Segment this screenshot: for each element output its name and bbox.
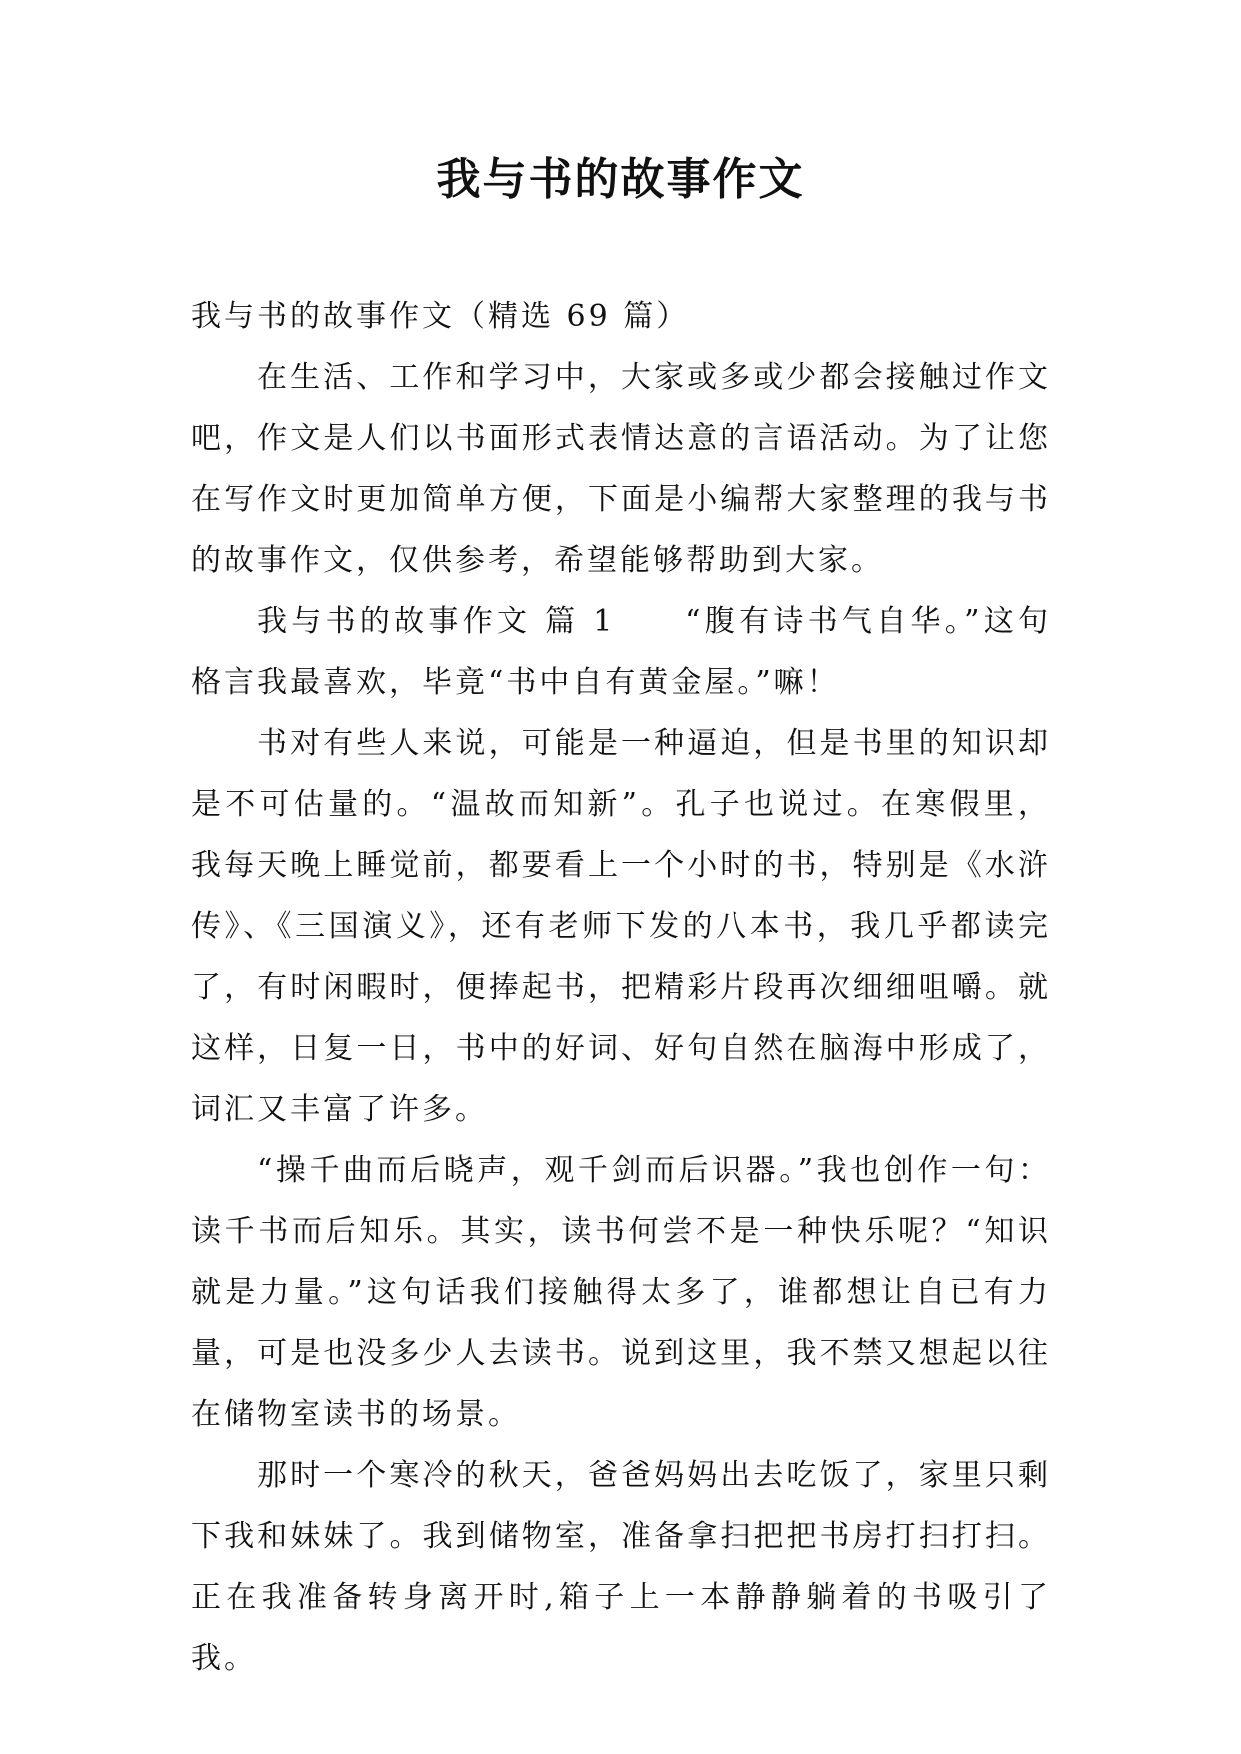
paragraph-storage-room-memory: 那时一个寒冷的秋天，爸爸妈妈出去吃饭了，家里只剩下我和妹妹了。我到储物室，准备拿扫把把书房打扫打扫。正在我准备转身离开时,箱子上一本静静躺着的书吸引了我。 — [191, 1458, 1051, 1676]
document-subtitle: 我与书的故事作文（精选 69 篇） — [191, 299, 690, 334]
paragraph-reading-habit: 书对有些人来说，可能是一种逼迫，但是书里的知识却是不可估量的。“温故而知新”。孔子也说过。在寒假里，我每天晚上睡觉前，都要看上一个小时的书，特别是《水浒传》、《三国演义》，还有老师下发的八本书，我几乎都读完了，有时闲暇时，便捧起书，把精彩片段再次细细咀嚼。就这样，日复一日，书中的好词、好句自然在脑海中形成了，词汇又丰富了许多。 — [191, 726, 1051, 1127]
paragraph-quote-reflection: “操千曲而后晓声，观千剑而后识器。”我也创作一句：读千书而后知乐。其实，读书何尝不是一种快乐呢？“知识就是力量。”这句话我们接触得太多了，谁都想让自已有力量，可是也没多少人去读书。说到这里，我不禁又想起以往在储物室读书的场景。 — [191, 1153, 1051, 1432]
document-body — [191, 286, 1051, 1689]
document-title: 我与书的故事作文 — [436, 154, 805, 205]
paragraph-chapter-1-opening: 我与书的故事作文 篇 1 “腹有诗书气自华。”这句格言我最喜欢，毕竟“书中自有黄金屋。”嘛！ — [191, 604, 1051, 700]
paragraph-intro: 在生活、工作和学习中，大家或多或少都会接触过作文吧，作文是人们以书面形式表情达意的言语活动。为了让您在写作文时更加简单方便，下面是小编帮大家整理的我与书的故事作文，仅供参考，希望能够帮助到大家。 — [191, 360, 1051, 578]
